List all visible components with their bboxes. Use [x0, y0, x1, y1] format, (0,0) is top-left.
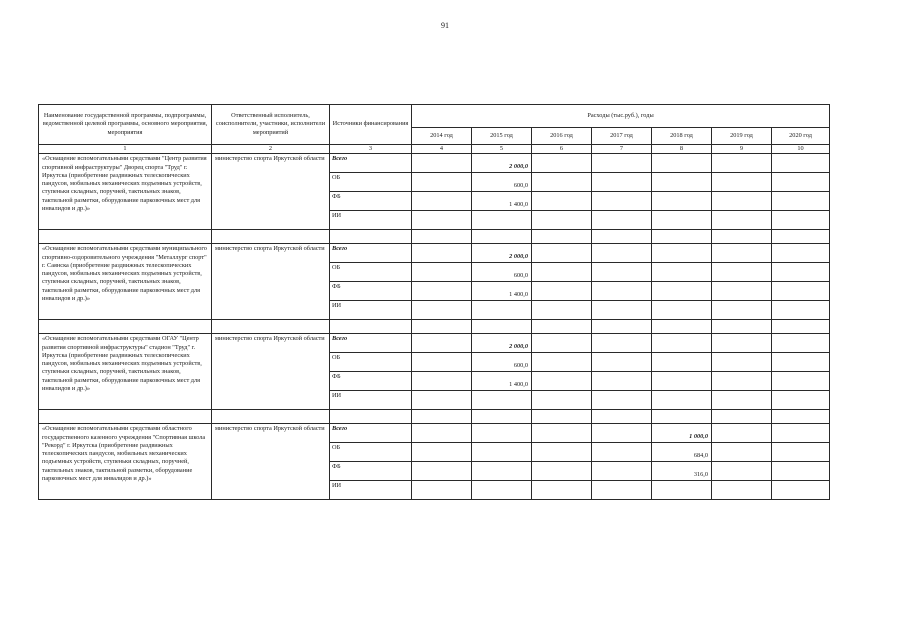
- responsible-executor: министерство спорта Иркутской области: [212, 154, 330, 230]
- empty-cell: [592, 230, 652, 244]
- empty-cell: [412, 244, 472, 263]
- empty-cell: [592, 173, 652, 192]
- header-responsible: Ответственный исполнитель, соисполнители, участники, исполнители мероприятий: [212, 105, 330, 145]
- empty-cell: [532, 320, 592, 334]
- funding-source: ФБ: [330, 462, 412, 481]
- empty-cell: [592, 282, 652, 301]
- table-row: [39, 334, 830, 353]
- empty-cell: [532, 301, 592, 320]
- header-year: 2020 год: [772, 128, 830, 145]
- empty-cell: [652, 263, 712, 282]
- column-numbers-row: [39, 145, 830, 154]
- financing-table: [38, 104, 830, 500]
- group-separator: [39, 320, 830, 334]
- empty-cell: [412, 173, 472, 192]
- amount-cell: 600,0: [472, 173, 532, 192]
- funding-source: Всего: [330, 154, 412, 173]
- empty-cell: [412, 424, 472, 443]
- funding-source: ОБ: [330, 353, 412, 372]
- empty-cell: [652, 301, 712, 320]
- col-number: 8: [652, 145, 712, 154]
- responsible-executor: министерство спорта Иркутской области: [212, 334, 330, 410]
- funding-source: ОБ: [330, 173, 412, 192]
- empty-cell: [412, 410, 472, 424]
- page-number: 91: [441, 21, 449, 30]
- funding-source: Всего: [330, 244, 412, 263]
- empty-cell: [412, 391, 472, 410]
- header-year: 2014 год: [412, 128, 472, 145]
- header-name: Наименование государственной программы, подпрограммы, ведомственной целевой программы, основного мероприятия, мероприятия: [39, 105, 212, 145]
- empty-cell: [412, 372, 472, 391]
- empty-cell: [592, 462, 652, 481]
- empty-cell: [412, 443, 472, 462]
- empty-cell: [532, 462, 592, 481]
- empty-cell: [712, 410, 772, 424]
- col-number: 10: [772, 145, 830, 154]
- empty-cell: [652, 192, 712, 211]
- empty-cell: [712, 391, 772, 410]
- empty-cell: [532, 334, 592, 353]
- empty-cell: [772, 443, 830, 462]
- col-number: 5: [472, 145, 532, 154]
- group-separator: [39, 230, 830, 244]
- funding-source: ФБ: [330, 372, 412, 391]
- funding-source: ФБ: [330, 282, 412, 301]
- empty-cell: [532, 230, 592, 244]
- amount-cell: [472, 301, 532, 320]
- amount-cell: 1 000,0: [652, 424, 712, 443]
- empty-cell: [772, 263, 830, 282]
- empty-cell: [412, 481, 472, 500]
- responsible-executor: министерство спорта Иркутской области: [212, 424, 330, 500]
- table-row: [39, 424, 830, 443]
- empty-cell: [652, 391, 712, 410]
- funding-source: ФБ: [330, 192, 412, 211]
- empty-cell: [592, 424, 652, 443]
- empty-cell: [472, 230, 532, 244]
- empty-cell: [652, 320, 712, 334]
- empty-cell: [652, 154, 712, 173]
- empty-cell: [532, 173, 592, 192]
- amount-cell: [652, 481, 712, 500]
- empty-cell: [412, 192, 472, 211]
- empty-cell: [532, 244, 592, 263]
- funding-source: ИИ: [330, 481, 412, 500]
- empty-cell: [39, 320, 212, 334]
- empty-cell: [412, 334, 472, 353]
- header-year: 2018 год: [652, 128, 712, 145]
- empty-cell: [712, 372, 772, 391]
- empty-cell: [712, 230, 772, 244]
- empty-cell: [39, 230, 212, 244]
- empty-cell: [412, 301, 472, 320]
- col-number: 7: [592, 145, 652, 154]
- empty-cell: [472, 410, 532, 424]
- empty-cell: [330, 230, 412, 244]
- empty-cell: [712, 211, 772, 230]
- amount-cell: 1 400,0: [472, 192, 532, 211]
- empty-cell: [472, 443, 532, 462]
- empty-cell: [592, 353, 652, 372]
- empty-cell: [712, 301, 772, 320]
- empty-cell: [412, 230, 472, 244]
- col-number: 2: [212, 145, 330, 154]
- empty-cell: [772, 154, 830, 173]
- empty-cell: [330, 410, 412, 424]
- event-name: «Оснащение вспомогательными средствами муниципального спортивно-оздоровительного учреждения "Металлург спорт" г. Саянска (приобретение раздвижных телескопических пандусов, мобильных механических подъемных устройств, ступеньки складных, поручней, тактильных знаков, тактильной разметки, оборудование парковочных мест для инвалидов и др.)»: [39, 244, 212, 320]
- empty-cell: [330, 320, 412, 334]
- empty-cell: [712, 353, 772, 372]
- header-sources: Источники финансирования: [330, 105, 412, 145]
- funding-source: ИИ: [330, 301, 412, 320]
- empty-cell: [712, 263, 772, 282]
- funding-source: ОБ: [330, 443, 412, 462]
- empty-cell: [472, 424, 532, 443]
- empty-cell: [532, 211, 592, 230]
- col-number: 9: [712, 145, 772, 154]
- amount-cell: 600,0: [472, 263, 532, 282]
- amount-cell: 600,0: [472, 353, 532, 372]
- col-number: 4: [412, 145, 472, 154]
- empty-cell: [772, 391, 830, 410]
- funding-source: Всего: [330, 334, 412, 353]
- empty-cell: [712, 481, 772, 500]
- empty-cell: [772, 320, 830, 334]
- empty-cell: [592, 263, 652, 282]
- empty-cell: [772, 481, 830, 500]
- col-number: 3: [330, 145, 412, 154]
- header-year: 2019 год: [712, 128, 772, 145]
- empty-cell: [712, 462, 772, 481]
- empty-cell: [592, 211, 652, 230]
- empty-cell: [772, 211, 830, 230]
- empty-cell: [532, 424, 592, 443]
- empty-cell: [412, 263, 472, 282]
- empty-cell: [712, 154, 772, 173]
- empty-cell: [532, 192, 592, 211]
- amount-cell: 2 000,0: [472, 244, 532, 263]
- empty-cell: [652, 230, 712, 244]
- empty-cell: [412, 154, 472, 173]
- empty-cell: [652, 372, 712, 391]
- empty-cell: [712, 320, 772, 334]
- header-year: 2016 год: [532, 128, 592, 145]
- empty-cell: [39, 410, 212, 424]
- empty-cell: [712, 424, 772, 443]
- empty-cell: [772, 353, 830, 372]
- amount-cell: [472, 211, 532, 230]
- funding-source: ИИ: [330, 391, 412, 410]
- empty-cell: [652, 173, 712, 192]
- empty-cell: [532, 410, 592, 424]
- header-expenses: Расходы (тыс.руб.), годы: [412, 105, 830, 128]
- empty-cell: [652, 410, 712, 424]
- empty-cell: [772, 334, 830, 353]
- event-name: «Оснащение вспомогательными средствами областного государственного казенного учреждения "Спортивная школа "Рекорд" г. Иркутска (приобретение раздвижных телескопических пандусов, мобильных механических подъемных устройств, ступеньки складных, поручней, тактильных знаков, тактильной разметки, оборудование парковочных мест для инвалидов и др.)»: [39, 424, 212, 500]
- empty-cell: [772, 192, 830, 211]
- empty-cell: [652, 244, 712, 263]
- empty-cell: [472, 462, 532, 481]
- amount-cell: 316,0: [652, 462, 712, 481]
- empty-cell: [772, 424, 830, 443]
- amount-cell: [472, 391, 532, 410]
- empty-cell: [212, 410, 330, 424]
- empty-cell: [532, 353, 592, 372]
- empty-cell: [592, 372, 652, 391]
- empty-cell: [592, 320, 652, 334]
- empty-cell: [412, 462, 472, 481]
- empty-cell: [412, 353, 472, 372]
- empty-cell: [652, 353, 712, 372]
- empty-cell: [592, 244, 652, 263]
- amount-cell: 684,0: [652, 443, 712, 462]
- empty-cell: [412, 282, 472, 301]
- table-row: [39, 154, 830, 173]
- header-year: 2017 год: [592, 128, 652, 145]
- empty-cell: [532, 481, 592, 500]
- empty-cell: [532, 282, 592, 301]
- empty-cell: [652, 282, 712, 301]
- empty-cell: [532, 154, 592, 173]
- empty-cell: [712, 192, 772, 211]
- funding-source: ОБ: [330, 263, 412, 282]
- empty-cell: [412, 320, 472, 334]
- responsible-executor: министерство спорта Иркутской области: [212, 244, 330, 320]
- amount-cell: 1 400,0: [472, 372, 532, 391]
- empty-cell: [772, 301, 830, 320]
- empty-cell: [212, 230, 330, 244]
- empty-cell: [772, 230, 830, 244]
- empty-cell: [712, 173, 772, 192]
- empty-cell: [772, 282, 830, 301]
- empty-cell: [592, 443, 652, 462]
- table-body: [39, 105, 830, 500]
- empty-cell: [532, 443, 592, 462]
- group-separator: [39, 410, 830, 424]
- col-number: 6: [532, 145, 592, 154]
- header-row: [39, 105, 830, 128]
- empty-cell: [592, 334, 652, 353]
- empty-cell: [772, 372, 830, 391]
- funding-source: ИИ: [330, 211, 412, 230]
- empty-cell: [412, 211, 472, 230]
- empty-cell: [712, 244, 772, 263]
- amount-cell: 1 400,0: [472, 282, 532, 301]
- empty-cell: [712, 282, 772, 301]
- empty-cell: [592, 192, 652, 211]
- table-row: [39, 244, 830, 263]
- empty-cell: [592, 391, 652, 410]
- empty-cell: [652, 334, 712, 353]
- col-number: 1: [39, 145, 212, 154]
- empty-cell: [592, 410, 652, 424]
- empty-cell: [592, 154, 652, 173]
- empty-cell: [772, 173, 830, 192]
- header-year: 2015 год: [472, 128, 532, 145]
- empty-cell: [772, 462, 830, 481]
- event-name: «Оснащение вспомогательными средствами "Центр развития спортивной инфраструктуры" Дворец спорта "Труд" г. Иркутска (приобретение раздвижных телескопических пандусов, мобильных механических подъемных устройств, ступеньки складных, поручней, тактильных знаков, тактильной разметки, оборудование парковочных мест для инвалидов и др.)»: [39, 154, 212, 230]
- empty-cell: [532, 372, 592, 391]
- empty-cell: [212, 320, 330, 334]
- amount-cell: 2 000,0: [472, 334, 532, 353]
- empty-cell: [592, 481, 652, 500]
- empty-cell: [772, 410, 830, 424]
- funding-source: Всего: [330, 424, 412, 443]
- empty-cell: [472, 320, 532, 334]
- empty-cell: [532, 391, 592, 410]
- empty-cell: [712, 334, 772, 353]
- empty-cell: [472, 481, 532, 500]
- empty-cell: [592, 301, 652, 320]
- amount-cell: 2 000,0: [472, 154, 532, 173]
- empty-cell: [772, 244, 830, 263]
- empty-cell: [652, 211, 712, 230]
- empty-cell: [532, 263, 592, 282]
- empty-cell: [712, 443, 772, 462]
- event-name: «Оснащение вспомогательными средствами ОГАУ "Центр развития спортивной инфраструктуры" стадион "Труд" г. Иркутска (приобретение раздвижных телескопических пандусов, мобильных механических подъемных устройств, ступеньки складных, поручней, тактильных знаков, тактильной разметки, оборудование парковочных мест для инвалидов и др.)»: [39, 334, 212, 410]
